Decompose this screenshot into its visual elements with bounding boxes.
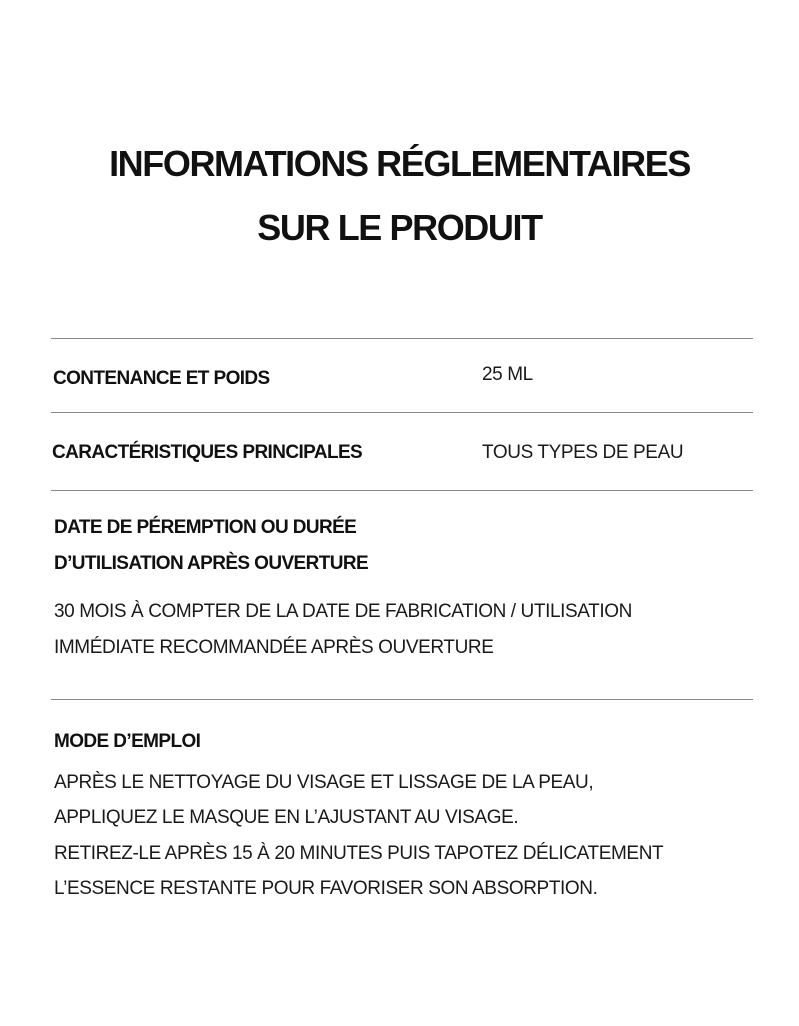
expiry-label-line-2: D’UTILISATION APRÈS OUVERTURE (54, 553, 369, 574)
expiry-text-line-1: 30 MOIS À COMPTER DE LA DATE DE FABRICATION / UTILISATION (54, 601, 632, 622)
usage-text-line-1: APRÈS LE NETTOYAGE DU VISAGE ET LISSAGE DE LA PEAU, (54, 772, 594, 793)
usage-label: MODE D’EMPLOI (54, 731, 201, 752)
page-title-line-1: INFORMATIONS RÉGLEMENTAIRES (109, 143, 690, 184)
divider (51, 490, 753, 491)
page-title-line-2: SUR LE PRODUIT (257, 207, 542, 248)
characteristics-label: CARACTÉRISTIQUES PRINCIPALES (52, 442, 363, 463)
capacity-value: 25 ML (482, 364, 533, 385)
divider (51, 699, 753, 700)
expiry-label-line-1: DATE DE PÉREMPTION OU DURÉE (54, 517, 357, 538)
divider (51, 412, 753, 413)
usage-text-line-3: RETIREZ-LE APRÈS 15 À 20 MINUTES PUIS TAPOTEZ DÉLICATEMENT (54, 843, 664, 864)
capacity-label: CONTENANCE ET POIDS (53, 368, 270, 389)
divider (51, 338, 753, 339)
usage-text-line-2: APPLIQUEZ LE MASQUE EN L’AJUSTANT AU VISAGE. (54, 807, 519, 828)
expiry-text-line-2: IMMÉDIATE RECOMMANDÉE APRÈS OUVERTURE (54, 637, 494, 658)
usage-text-line-4: L’ESSENCE RESTANTE POUR FAVORISER SON ABSORPTION. (54, 878, 598, 899)
characteristics-value: TOUS TYPES DE PEAU (482, 442, 684, 463)
